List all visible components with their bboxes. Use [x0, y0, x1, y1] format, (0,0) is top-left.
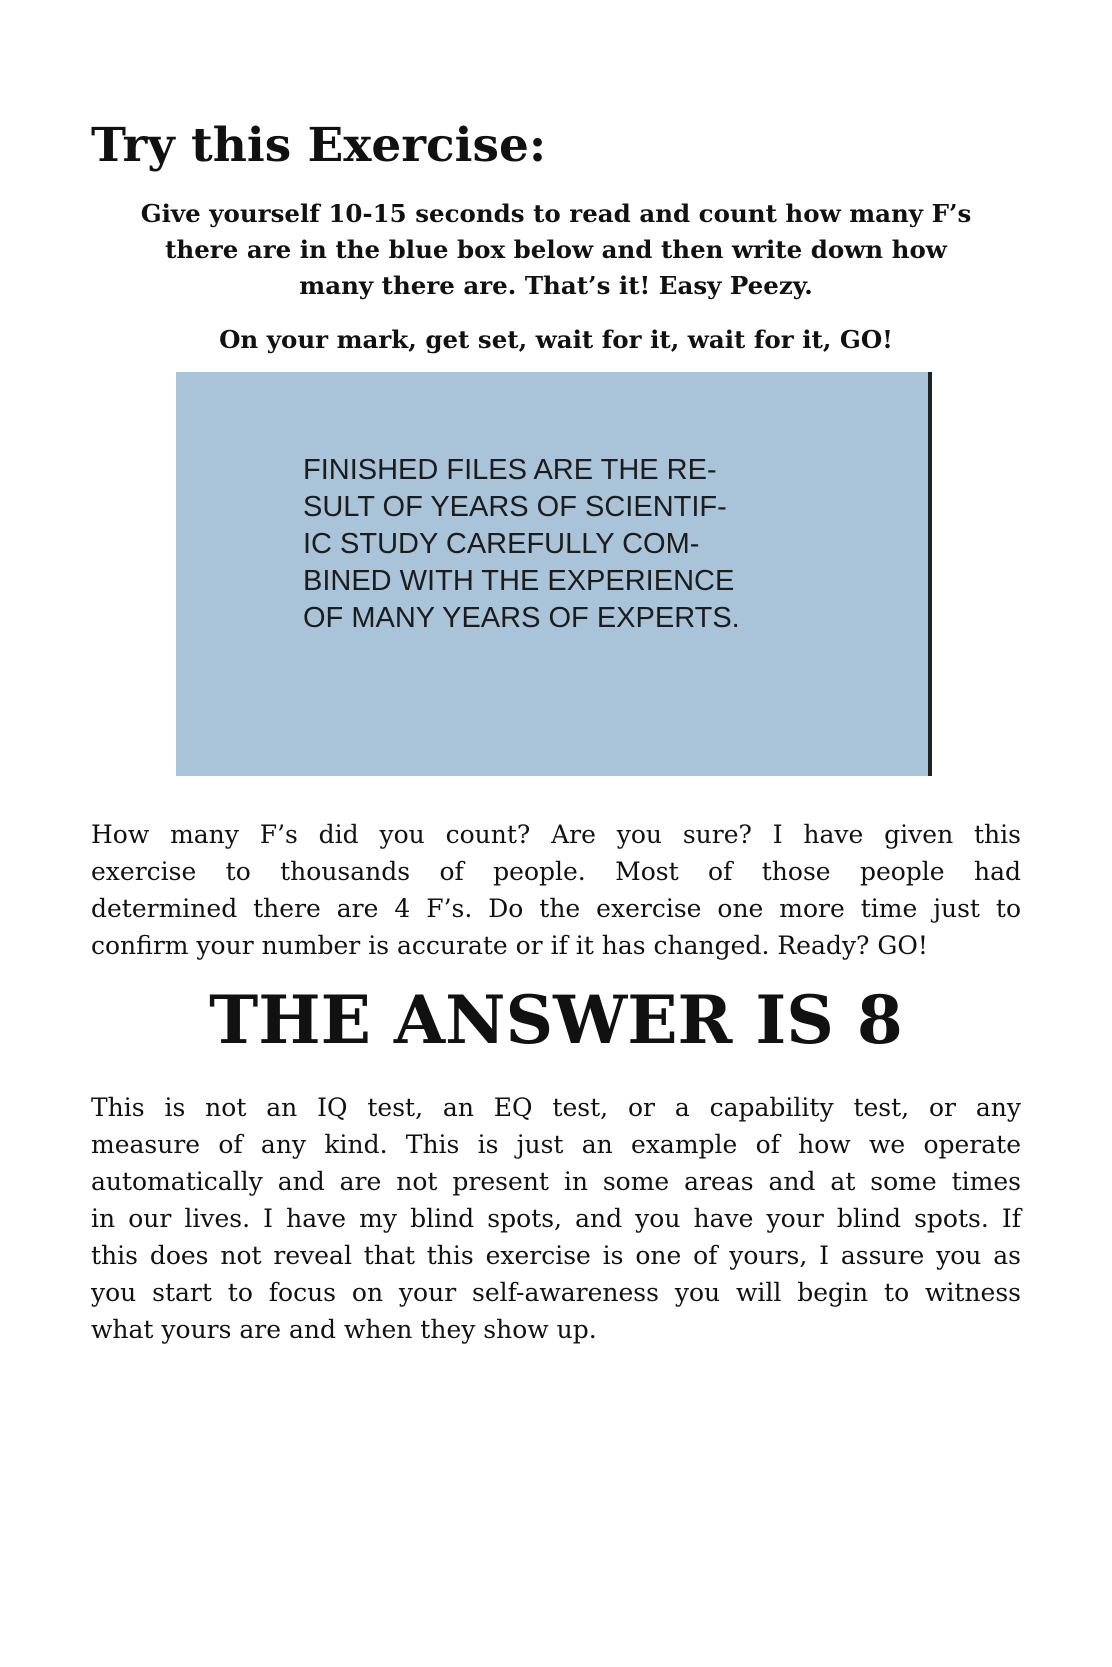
instructions-line: many there are. That’s it! Easy Peezy. — [299, 271, 813, 300]
go-line: On your mark, get set, wait for it, wait for it, GO! — [219, 325, 893, 354]
paragraph-line: This is not an IQ test, an EQ test, or a capability test, or any — [91, 1093, 1021, 1122]
paragraph-line: this does not reveal that this exercise is one of yours, I assure you as — [91, 1241, 1021, 1270]
paragraph-line: in our lives. I have my blind spots, and you have your blind spots. If — [91, 1204, 1021, 1233]
paragraph-line: you start to focus on your self-awareness you will begin to witness — [91, 1278, 1021, 1307]
paragraph-line: confirm your number is accurate or if it has changed. Ready? GO! — [91, 931, 928, 960]
paragraph-line: automatically and are not present in some areas and at some times — [91, 1167, 1021, 1196]
instructions-line: Give yourself 10-15 seconds to read and count how many F’s — [140, 199, 972, 228]
paragraph-line: How many F’s did you count? Are you sure? I have given this — [91, 820, 1021, 849]
answer-heading: THE ANSWER IS 8 — [209, 981, 903, 1059]
paragraph-line: exercise to thousands of people. Most of those people had — [91, 857, 1021, 886]
paragraph-line: measure of any kind. This is just an example of how we operate — [91, 1130, 1021, 1159]
card-line: BINED WITH THE EXPERIENCE — [303, 565, 735, 597]
page-title: Try this Exercise: — [91, 118, 547, 173]
exercise-card-text — [303, 452, 740, 637]
card-line: IC STUDY CAREFULLY COM- — [303, 528, 700, 560]
card-line: SULT OF YEARS OF SCIENTIF- — [303, 491, 727, 523]
paragraph-explanation — [91, 1089, 1021, 1348]
blue-exercise-card — [176, 372, 932, 776]
paragraph-question — [91, 816, 1021, 964]
instructions-line: there are in the blue box below and then write down how — [165, 235, 947, 264]
instructions — [91, 196, 1021, 304]
card-line: OF MANY YEARS OF EXPERTS. — [303, 602, 740, 634]
card-line: FINISHED FILES ARE THE RE- — [303, 454, 717, 486]
paragraph-line: determined there are 4 F’s. Do the exercise one more time just to — [91, 894, 1021, 923]
paragraph-line: what yours are and when they show up. — [91, 1315, 597, 1344]
